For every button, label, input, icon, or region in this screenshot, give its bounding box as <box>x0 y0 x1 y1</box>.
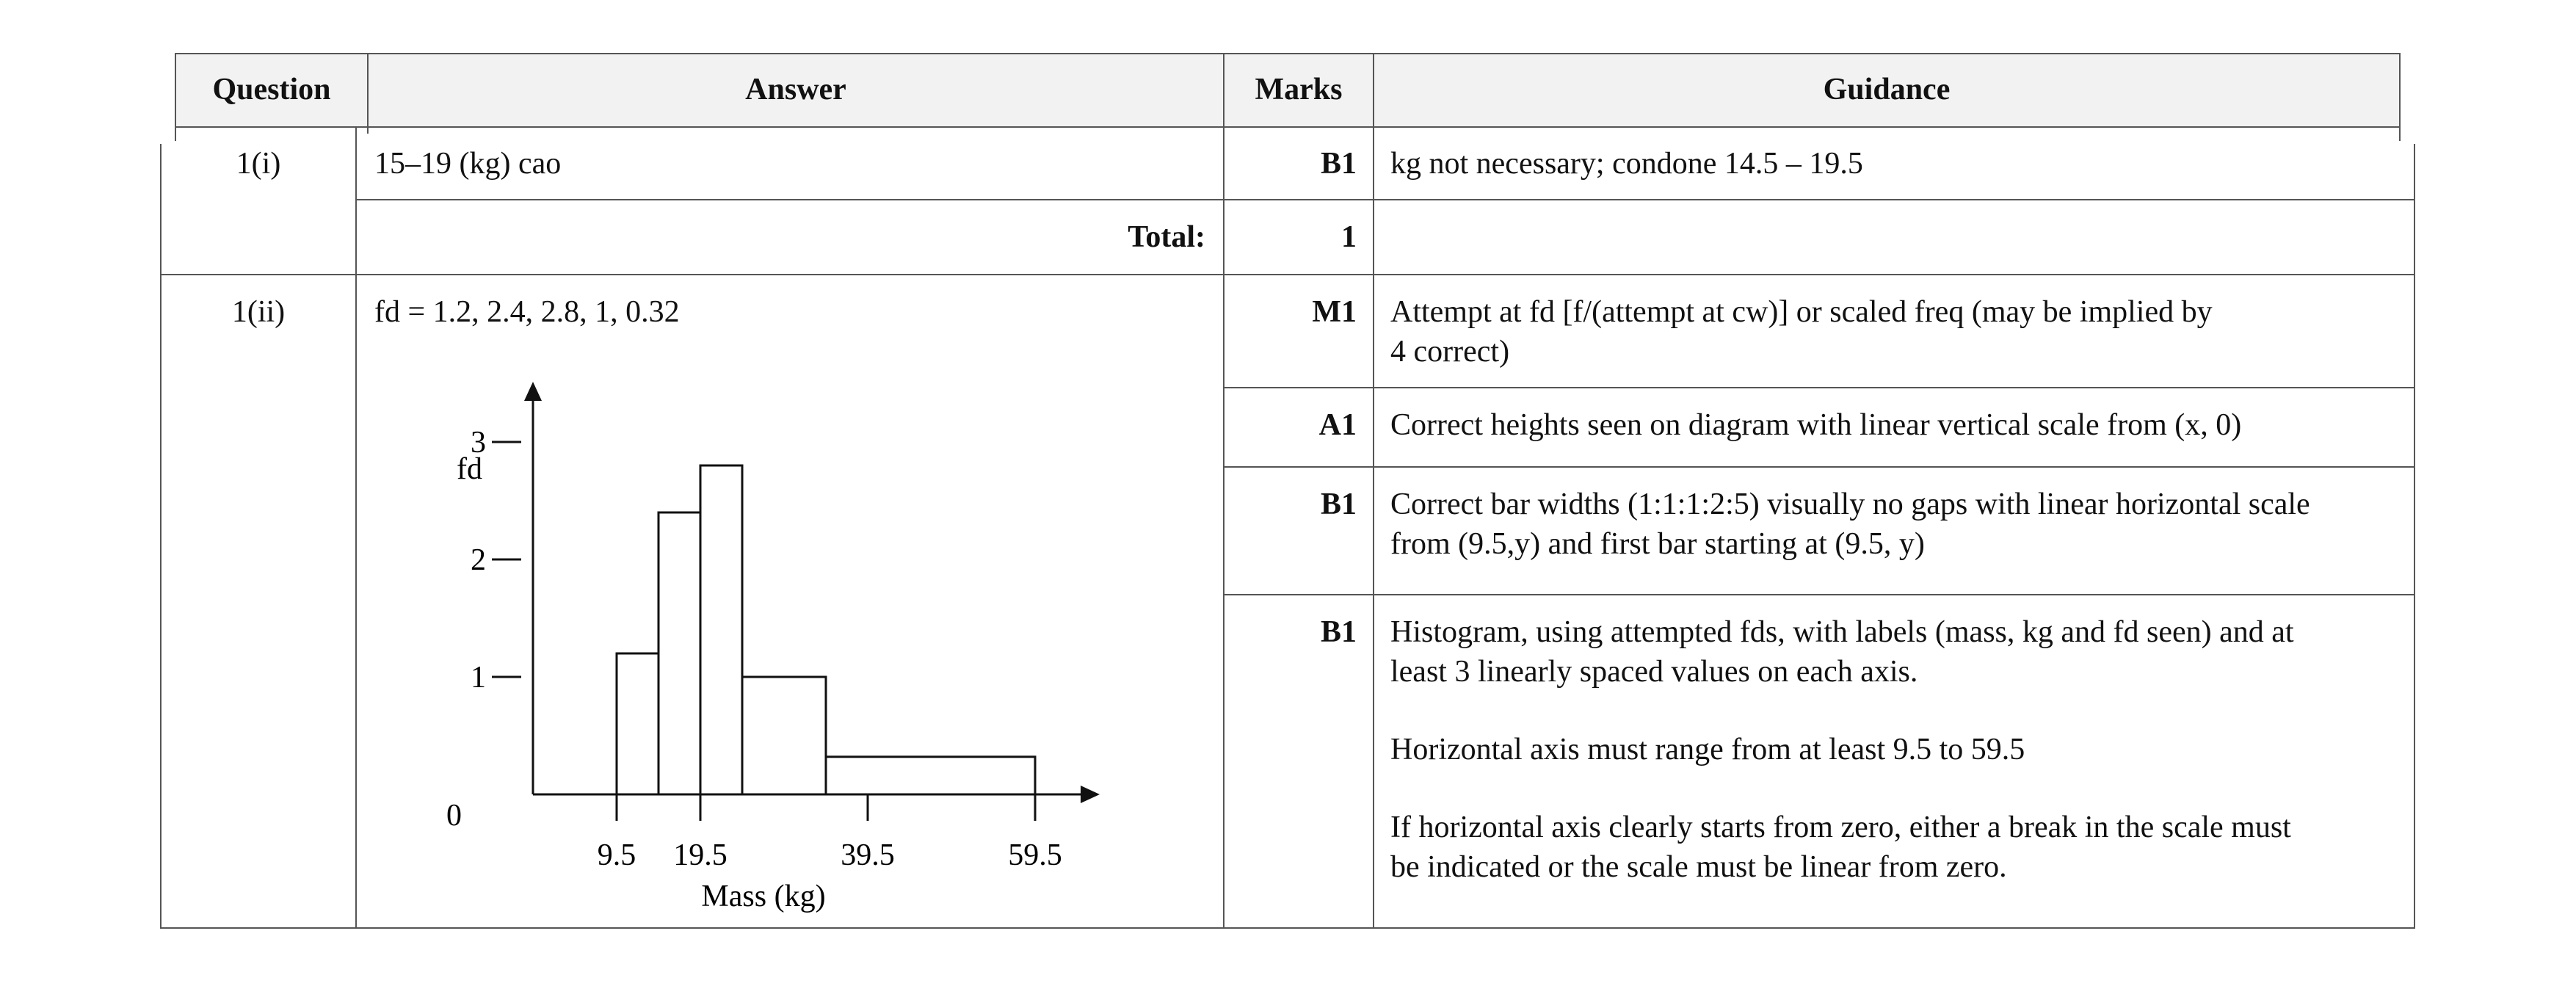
header-marks: Marks <box>1255 73 1343 106</box>
x-tick-label: 39.5 <box>841 838 895 872</box>
mark-b1-histogram: B1 <box>1320 615 1357 649</box>
mark-m1: M1 <box>1312 295 1357 329</box>
header-answer: Answer <box>745 73 846 106</box>
guidance-b1-widths-line1: Correct bar widths (1:1:1:2:5) visually no gaps with linear horizontal scale <box>1390 487 2310 521</box>
mark-b1-widths: B1 <box>1320 487 1357 521</box>
guidance-b1-widths-line2: from (9.5,y) and first bar starting at (9.5, y) <box>1390 527 1925 561</box>
question-1ii: 1(ii) <box>231 295 286 329</box>
row-line-mark-3 <box>1223 466 2414 468</box>
guidance-b1-histogram-line1: Histogram, using attempted fds, with labels (mass, kg and fd seen) and at <box>1390 615 2294 649</box>
guidance-b1-histogram-line4: If horizontal axis clearly starts from zero, either a break in the scale must <box>1390 811 2291 844</box>
header-bottom-border <box>175 126 2401 128</box>
total-label: Total: <box>1128 220 1205 254</box>
answer-1ii: fd = 1.2, 2.4, 2.8, 1, 0.32 <box>374 295 680 329</box>
histogram-bar <box>658 512 700 794</box>
histogram-bar <box>617 653 658 794</box>
guidance-m1-line1: Attempt at fd [f/(attempt at cw)] or scaled freq (may be implied by <box>1390 295 2213 329</box>
histogram-bar <box>700 465 742 794</box>
row-line-section-2 <box>160 274 2415 275</box>
origin-label: 0 <box>446 799 462 833</box>
question-1i: 1(i) <box>236 147 281 181</box>
guidance-b1-histogram-line5: be indicated or the scale must be linear from zero. <box>1390 850 2007 884</box>
x-tick-label: 19.5 <box>673 838 728 872</box>
header-guidance: Guidance <box>1823 73 1951 106</box>
guidance-b1-histogram-line3: Horizontal axis must range from at least 9.5 to 59.5 <box>1390 733 2025 766</box>
header-right-border <box>2399 53 2401 141</box>
x-axis-label: Mass (kg) <box>701 880 826 913</box>
y-axis-label: fd <box>457 452 482 486</box>
row-line-mark-2 <box>1223 387 2414 388</box>
y-tick-label: 2 <box>471 543 486 577</box>
histogram-bar <box>742 677 826 794</box>
mark-a1: A1 <box>1318 408 1357 442</box>
header-top-border <box>175 53 2401 54</box>
x-axis-arrow <box>1081 786 1100 803</box>
total-value: 1 <box>1341 220 1357 254</box>
answer-1i: 15–19 (kg) cao <box>374 147 562 181</box>
guidance-a1-line1: Correct heights seen on diagram with linear vertical scale from (x, 0) <box>1390 408 2242 442</box>
mark-1i: B1 <box>1320 147 1357 181</box>
guidance-1i: kg not necessary; condone 14.5 – 19.5 <box>1390 147 1863 181</box>
row-line-mark-4 <box>1223 594 2414 595</box>
table-bottom-border <box>160 927 2415 929</box>
y-tick-label: 3 <box>471 426 486 460</box>
table-right-border <box>2414 144 2415 928</box>
table-left-border <box>160 144 162 928</box>
guidance-b1-histogram-line2: least 3 linearly spaced values on each axis. <box>1390 655 1918 689</box>
header-question: Question <box>212 73 331 106</box>
y-tick-label: 1 <box>471 661 486 695</box>
guidance-m1-line2: 4 correct) <box>1390 335 1510 369</box>
column-line-marks <box>1373 126 1374 928</box>
x-tick-label: 59.5 <box>1008 838 1062 872</box>
row-line-total-top <box>355 199 2414 200</box>
histogram-chart <box>411 367 1116 925</box>
y-axis-arrow <box>524 382 542 401</box>
x-tick-label: 9.5 <box>597 838 636 872</box>
histogram-bar <box>826 757 1035 794</box>
